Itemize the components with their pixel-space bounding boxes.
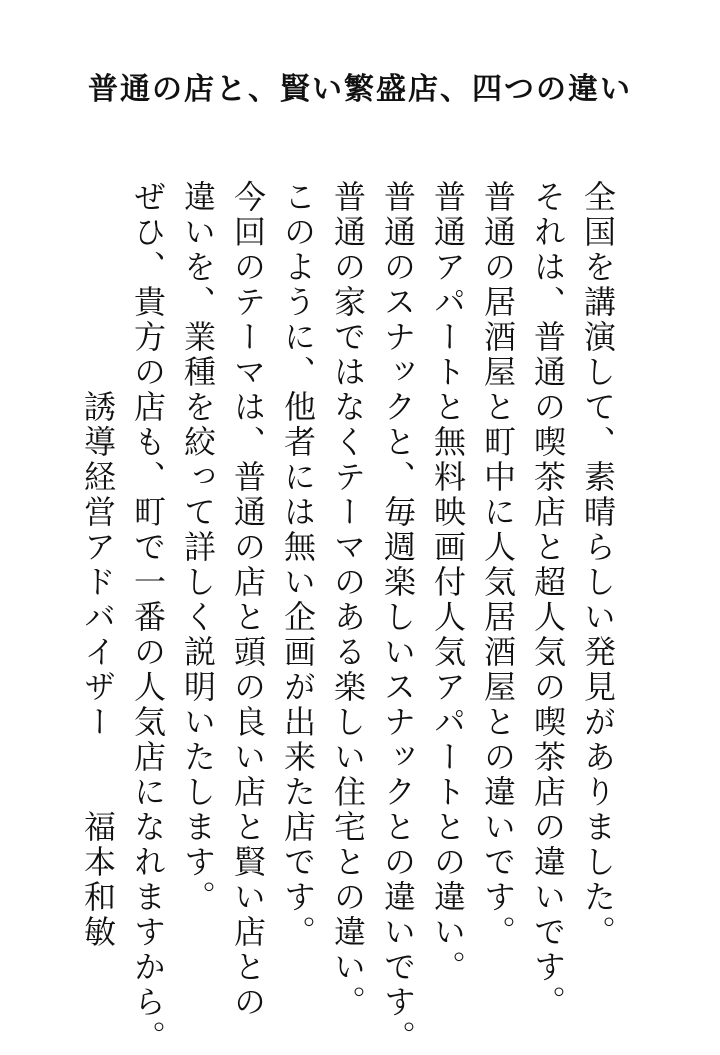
body-line-6: 普通の家ではなくテーマのある楽しい住宅との違い。	[329, 180, 367, 1020]
body-line-3: 普通の居酒屋と町中に人気居酒屋との違いです。	[479, 180, 517, 950]
body-line-1: 全国を講演して、素晴らしい発見がありました。	[579, 180, 617, 950]
body-line-5: 普通のスナックと、毎週楽しいスナックとの違いです。	[379, 180, 417, 1055]
body-line-10: ぜひ、貴方の店も、町で一番の人気店になれますから。	[129, 180, 167, 1055]
body-line-4: 普通アパートと無料映画付人気アパートとの違い。	[429, 180, 467, 985]
body-line-7: このように、他者には無い企画が出来た店です。	[279, 180, 317, 950]
signature	[79, 390, 117, 950]
signature-role: 誘導経営アドバイザー	[79, 390, 117, 740]
document-title: 普通の店と、賢い繁盛店、四つの違い	[88, 72, 632, 107]
body-line-2: それは、普通の喫茶店と超人気の喫茶店の違いです。	[529, 180, 567, 1020]
body-line-9: 違いを、業種を絞って詳しく説明いたします。	[179, 180, 217, 915]
body-line-8: 今回のテーマは、普通の店と頭の良い店と賢い店との	[229, 180, 267, 1020]
signature-name: 福本和敏	[79, 810, 117, 950]
